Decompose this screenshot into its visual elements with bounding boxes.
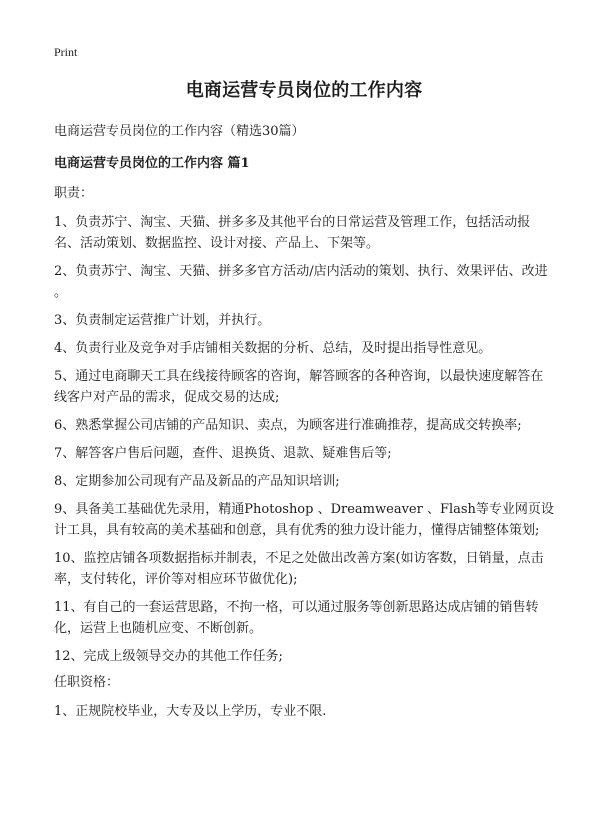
duty-item-7: 7、解答客户售后问题，查件、退换货、退款、疑难售后等; [54, 446, 392, 461]
duty-item-2: 2、负责苏宁、淘宝、天猫、拼多多官方活动/店内活动的策划、执行、效果评估、改进 。 [54, 264, 548, 300]
duty-item-5: 5、通过电商聊天工具在线接待顾客的咨询，解答顾客的各种咨询，以最快速度解答在线客户对产品的需求，促成交易的达成; [54, 369, 544, 405]
duty-item-9: 9、具备美工基础优先录用，精通Photoshop 、Dreamweaver 、Flash等专业网页设计工具，具有较高的美术基础和创意，具有优秀的独力设计能力，懂得店铺整体策划; [54, 502, 554, 538]
duty-item-12: 12、完成上级领导交办的其他工作任务; [54, 649, 283, 664]
qualification-item-1: 1、正规院校毕业，大专及以上学历，专业不限. [54, 704, 327, 719]
document-subtitle: 电商运营专员岗位的工作内容（精选30篇） [54, 124, 305, 139]
duty-item-3: 3、负责制定运营推广计划，并执行。 [54, 313, 271, 328]
duty-item-11: 11、有自己的一套运营思路，不拘一格，可以通过服务等创新思路达成店铺的销售转化，运营上也随机应变、不断创新。 [54, 600, 539, 636]
duties-label: 职责： [54, 186, 94, 201]
print-link[interactable]: Print [54, 45, 78, 59]
duty-item-6: 6、熟悉掌握公司店铺的产品知识、卖点，为顾客进行准确推荐，提高成交转换率; [54, 418, 522, 433]
qualifications-label: 任职资格： [54, 675, 120, 690]
document-body [54, 80, 554, 729]
duty-item-4: 4、负责行业及竞争对手店铺相关数据的分析、总结，及时提出指导性意见。 [54, 341, 492, 356]
document-title: 电商运营专员岗位的工作内容 [185, 80, 423, 101]
duty-item-8: 8、定期参加公司现有产品及新品的产品知识培训; [54, 474, 340, 489]
section-heading: 电商运营专员岗位的工作内容 篇1 [54, 156, 250, 171]
duty-item-1: 1、负责苏宁、淘宝、天猫、拼多多及其他平台的日常运营及管理工作，包括活动报名、活动策划、数据监控、设计对接、产品上、下架等。 [54, 215, 531, 251]
duty-item-10: 10、监控店铺各项数据指标并制表，不足之处做出改善方案(如访客数，日销量，点击率，支付转化，评价等对相应环节做优化); [54, 551, 544, 587]
